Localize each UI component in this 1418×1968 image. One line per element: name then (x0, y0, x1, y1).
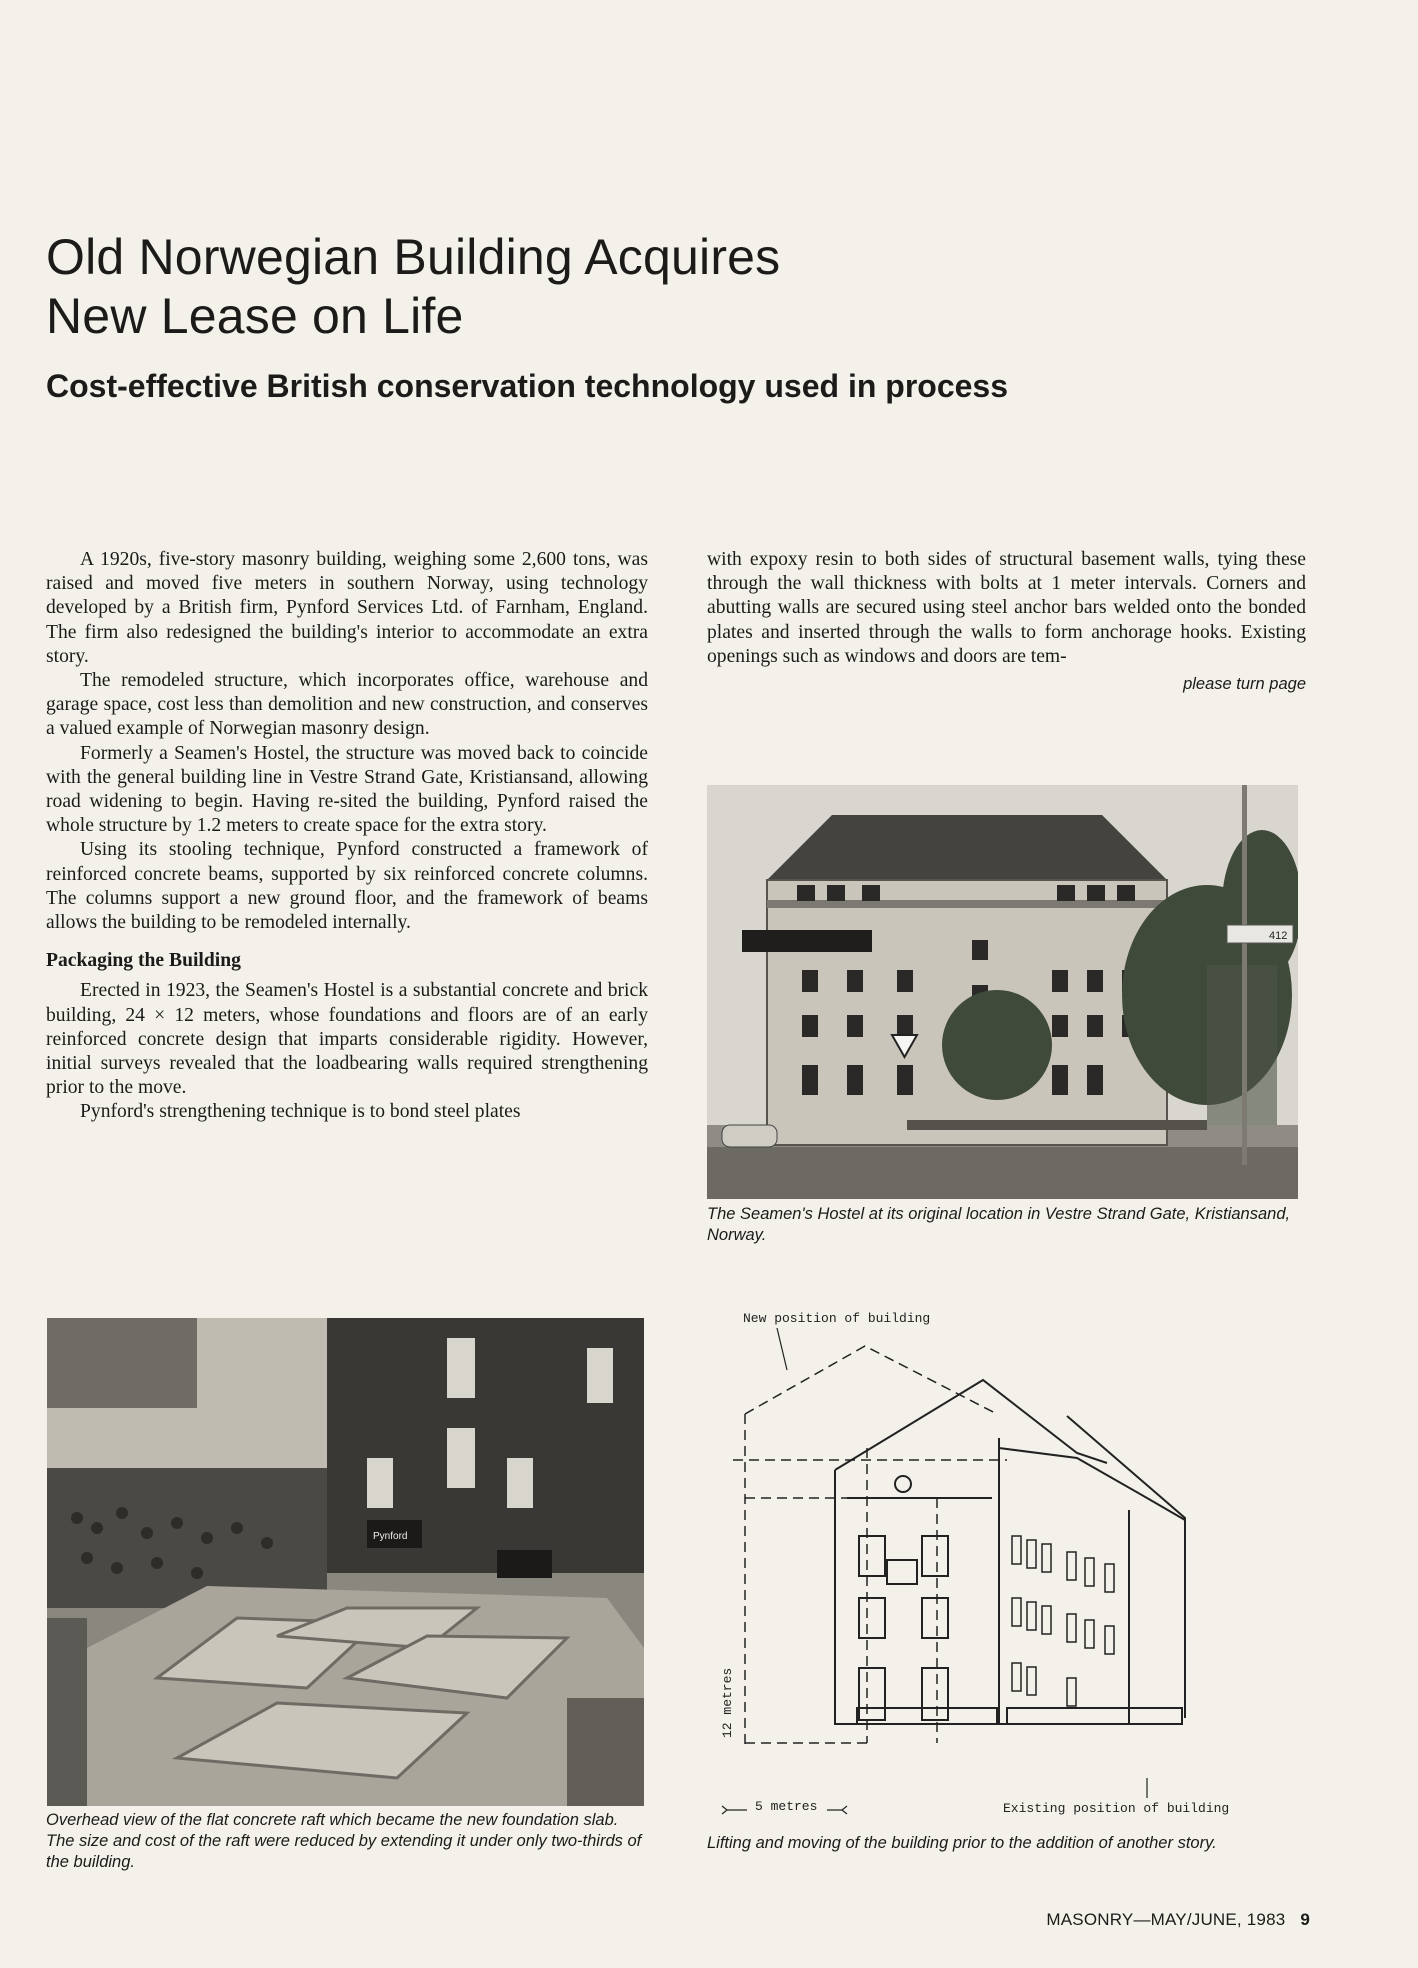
continued-paragraph: with expoxy resin to both sides of structural basement walls, tying these through the wall thickness with bolts at 1 meter intervals. Corners and abutting walls are secured using steel anchor bars welded onto the bonded plates and inserted through the walls to form anchorage hooks. Existing openings such as windows and doors are tem- (707, 549, 1306, 667)
right-text-column (707, 548, 1306, 696)
building-diagram (707, 1298, 1312, 1828)
diagram-caption: Lifting and moving of the building prior to the addition of another story. (707, 1834, 1217, 1852)
article-title (46, 228, 1146, 346)
article-subtitle: Cost-effective British conservation technology used in process (46, 368, 1008, 404)
hostel-photo (707, 785, 1298, 1199)
paragraph: Using its stooling technique, Pynford constructed a framework of reinforced concrete beams, supported by six reinforced concrete columns. The columns support a new ground floor, and the framework of beams allows the building to be remodeled internally. (46, 839, 648, 934)
title-line-2: New Lease on Life (46, 288, 464, 344)
width-label: 5 metres (755, 1799, 818, 1814)
paragraph: Formerly a Seamen's Hostel, the structure was moved back to coincide with the general building line in Vestre Strand Gate, Kristiansand, allowing road widening to begin. Having re-sited the building, Pynford raised the whole structure by 1.2 meters to create space for the extra story. (46, 742, 648, 837)
paragraph: Pynford's strengthening technique is to bond steel plates (80, 1101, 521, 1123)
title-line-1: Old Norwegian Building Acquires (46, 229, 781, 285)
hostel-caption: The Seamen's Hostel at its original location in Vestre Strand Gate, Kristiansand, Norway. (707, 1205, 1291, 1244)
existing-position-label: Existing position of building (1003, 1801, 1230, 1816)
banner-text: Pynford (373, 1531, 408, 1542)
section-heading: Packaging the Building (46, 950, 241, 972)
paragraph: Erected in 1923, the Seamen's Hostel is a substantial concrete and brick building, 24 × 12 meters, whose foundations and floors are of an early reinforced concrete design that imparts considerable rigidity. However, initial surveys revealed that the loadbearing walls required strengthening prior to the move. (46, 980, 648, 1099)
left-text-column (46, 548, 648, 1125)
turn-page-note: please turn page (1183, 675, 1306, 694)
raft-photo (47, 1318, 644, 1806)
street-sign-text: 412 (1269, 930, 1288, 942)
height-label: 12 metres (720, 1667, 735, 1738)
raft-caption: Overhead view of the flat concrete raft which became the new foundation slab. The size and cost of the raft were reduced by extending it under only two-thirds of the building. (46, 1811, 642, 1871)
page-number: 9 (1300, 1910, 1310, 1929)
paragraph: The remodeled structure, which incorporates office, warehouse and garage space, cost less than demolition and new construction, and conserves a valued example of Norwegian masonry design. (46, 670, 648, 740)
new-position-label: New position of building (743, 1311, 931, 1326)
page-footer (980, 1910, 1310, 1930)
paragraph: A 1920s, five-story masonry building, weighing some 2,600 tons, was raised and moved five meters in southern Norway, using technology developed by a British firm, Pynford Services Ltd. of Farnham, England. The firm also redesigned the building's interior to accommodate an extra story. (46, 549, 648, 667)
publication-info: MASONRY—MAY/JUNE, 1983 (1046, 1910, 1286, 1929)
